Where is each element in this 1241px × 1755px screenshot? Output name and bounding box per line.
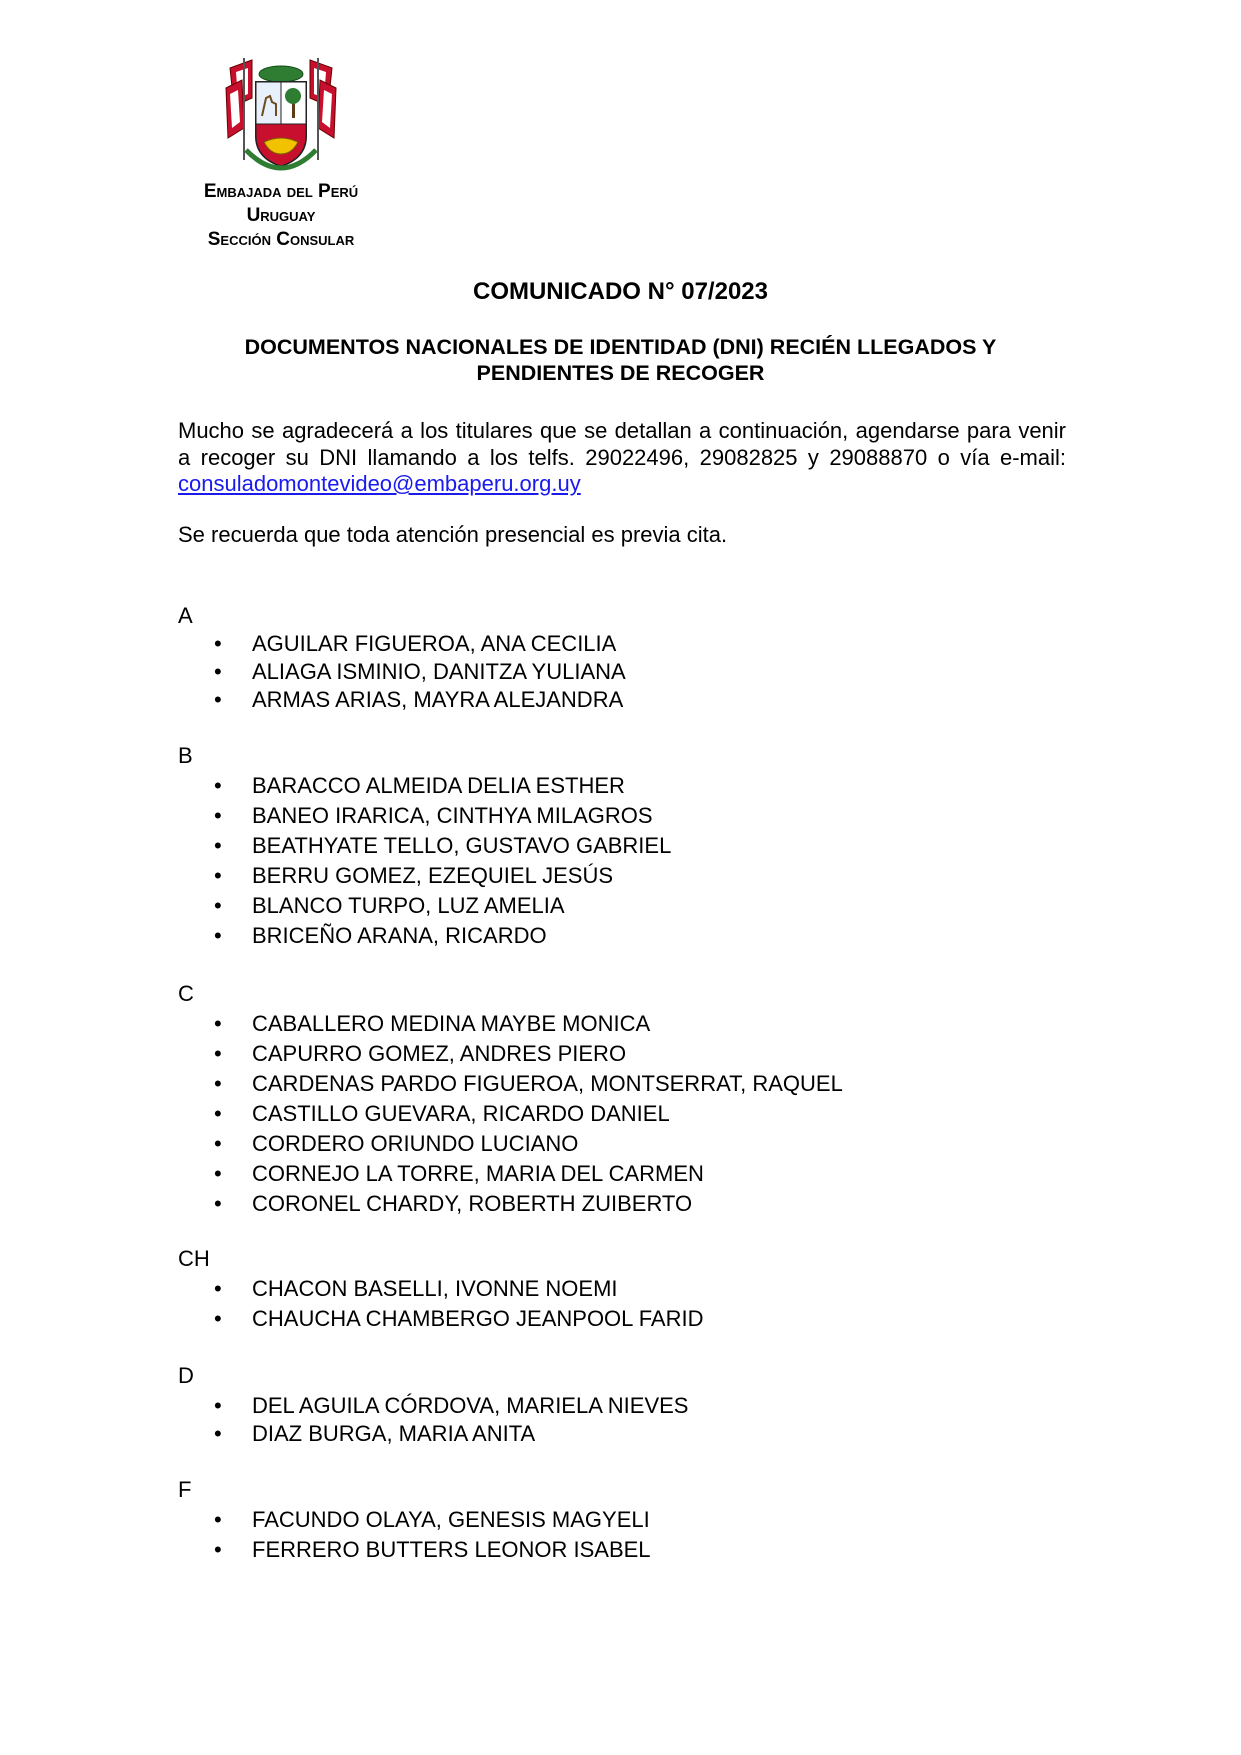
letter-heading-c: C — [178, 981, 194, 1006]
person-name: BRICEÑO ARANA, RICARDO — [252, 923, 547, 948]
bullet-icon: • — [214, 1131, 222, 1156]
coat-of-arms-logo — [222, 58, 340, 180]
document-title: COMUNICADO N° 07/2023 — [472, 278, 768, 305]
person-name: DIAZ BURGA, MARIA ANITA — [252, 1421, 536, 1446]
bullet-icon: • — [214, 1537, 222, 1562]
person-name: ALIAGA ISMINIO, DANITZA YULIANA — [252, 659, 626, 684]
intro-paragraph — [178, 418, 1066, 498]
person-name: FACUNDO OLAYA, GENESIS MAGYELI — [252, 1507, 650, 1532]
bullet-icon: • — [214, 923, 222, 948]
person-name: FERRERO BUTTERS LEONOR ISABEL — [252, 1537, 651, 1562]
person-name: CASTILLO GUEVARA, RICARDO DANIEL — [252, 1101, 670, 1126]
bullet-icon: • — [214, 1306, 222, 1331]
person-name: ARMAS ARIAS, MAYRA ALEJANDRA — [252, 687, 624, 712]
bullet-icon: • — [214, 1507, 222, 1532]
section-name: Sección Consular — [207, 229, 355, 250]
bullet-icon: • — [214, 1041, 222, 1066]
bullet-icon: • — [214, 1393, 222, 1418]
person-name: CORONEL CHARDY, ROBERTH ZUIBERTO — [252, 1191, 693, 1216]
person-name: BARACCO ALMEIDA DELIA ESTHER — [252, 773, 625, 798]
bullet-icon: • — [214, 863, 222, 888]
bullet-icon: • — [214, 631, 222, 656]
country-name: Uruguay — [246, 205, 316, 226]
person-name: DEL AGUILA CÓRDOVA, MARIELA NIEVES — [252, 1393, 689, 1418]
person-name: CHACON BASELLI, IVONNE NOEMI — [252, 1276, 618, 1301]
bullet-icon: • — [214, 1421, 222, 1446]
bullet-icon: • — [214, 1276, 222, 1301]
bullet-icon: • — [214, 687, 222, 712]
letter-heading-b: B — [178, 743, 193, 768]
letter-heading-d: D — [178, 1363, 194, 1388]
intro-text: Mucho se agradecerá a los titulares que se detallan a continuación, agendarse para venir a recoger su DNI llamando a los telfs. 29022496, 29082825 y 29088870 o vía e-mail: — [178, 418, 1066, 470]
subtitle-line-2: PENDIENTES DE RECOGER — [476, 361, 765, 385]
letter-heading-f: F — [178, 1477, 192, 1502]
bullet-icon: • — [214, 1191, 222, 1216]
email-link[interactable]: consuladomontevideo@embaperu.org.uy — [178, 471, 581, 496]
bullet-icon: • — [214, 803, 222, 828]
bullet-icon: • — [214, 1011, 222, 1036]
bullet-icon: • — [214, 893, 222, 918]
subtitle-line-1: DOCUMENTOS NACIONALES DE IDENTIDAD (DNI) RECIÉN LLEGADOS Y — [244, 335, 997, 359]
person-name: AGUILAR FIGUEROA, ANA CECILIA — [252, 631, 617, 656]
bullet-icon: • — [214, 1101, 222, 1126]
bullet-icon: • — [214, 833, 222, 858]
bullet-icon: • — [214, 773, 222, 798]
bullet-icon: • — [214, 1071, 222, 1096]
person-name: BLANCO TURPO, LUZ AMELIA — [252, 893, 565, 918]
person-name: BANEO IRARICA, CINTHYA MILAGROS — [252, 803, 653, 828]
person-name: CAPURRO GOMEZ, ANDRES PIERO — [252, 1041, 627, 1066]
person-name: BEATHYATE TELLO, GUSTAVO GABRIEL — [252, 833, 672, 858]
person-name: CORNEJO LA TORRE, MARIA DEL CARMEN — [252, 1161, 704, 1186]
person-name: BERRU GOMEZ, EZEQUIEL JESÚS — [252, 863, 614, 888]
document-subtitle — [178, 334, 1063, 386]
embassy-name: Embajada del Perú — [203, 181, 359, 202]
person-name: CORDERO ORIUNDO LUCIANO — [252, 1131, 579, 1156]
person-name: CARDENAS PARDO FIGUEROA, MONTSERRAT, RAQUEL — [252, 1071, 843, 1096]
bullet-icon: • — [214, 1161, 222, 1186]
letter-heading-a: A — [178, 603, 193, 628]
sender-block — [150, 180, 412, 252]
letter-heading-ch: CH — [178, 1246, 210, 1271]
reminder-text: Se recuerda que toda atención presencial es previa cita. — [178, 522, 728, 547]
person-name: CABALLERO MEDINA MAYBE MONICA — [252, 1011, 651, 1036]
person-name: CHAUCHA CHAMBERGO JEANPOOL FARID — [252, 1306, 704, 1331]
bullet-icon: • — [214, 659, 222, 684]
